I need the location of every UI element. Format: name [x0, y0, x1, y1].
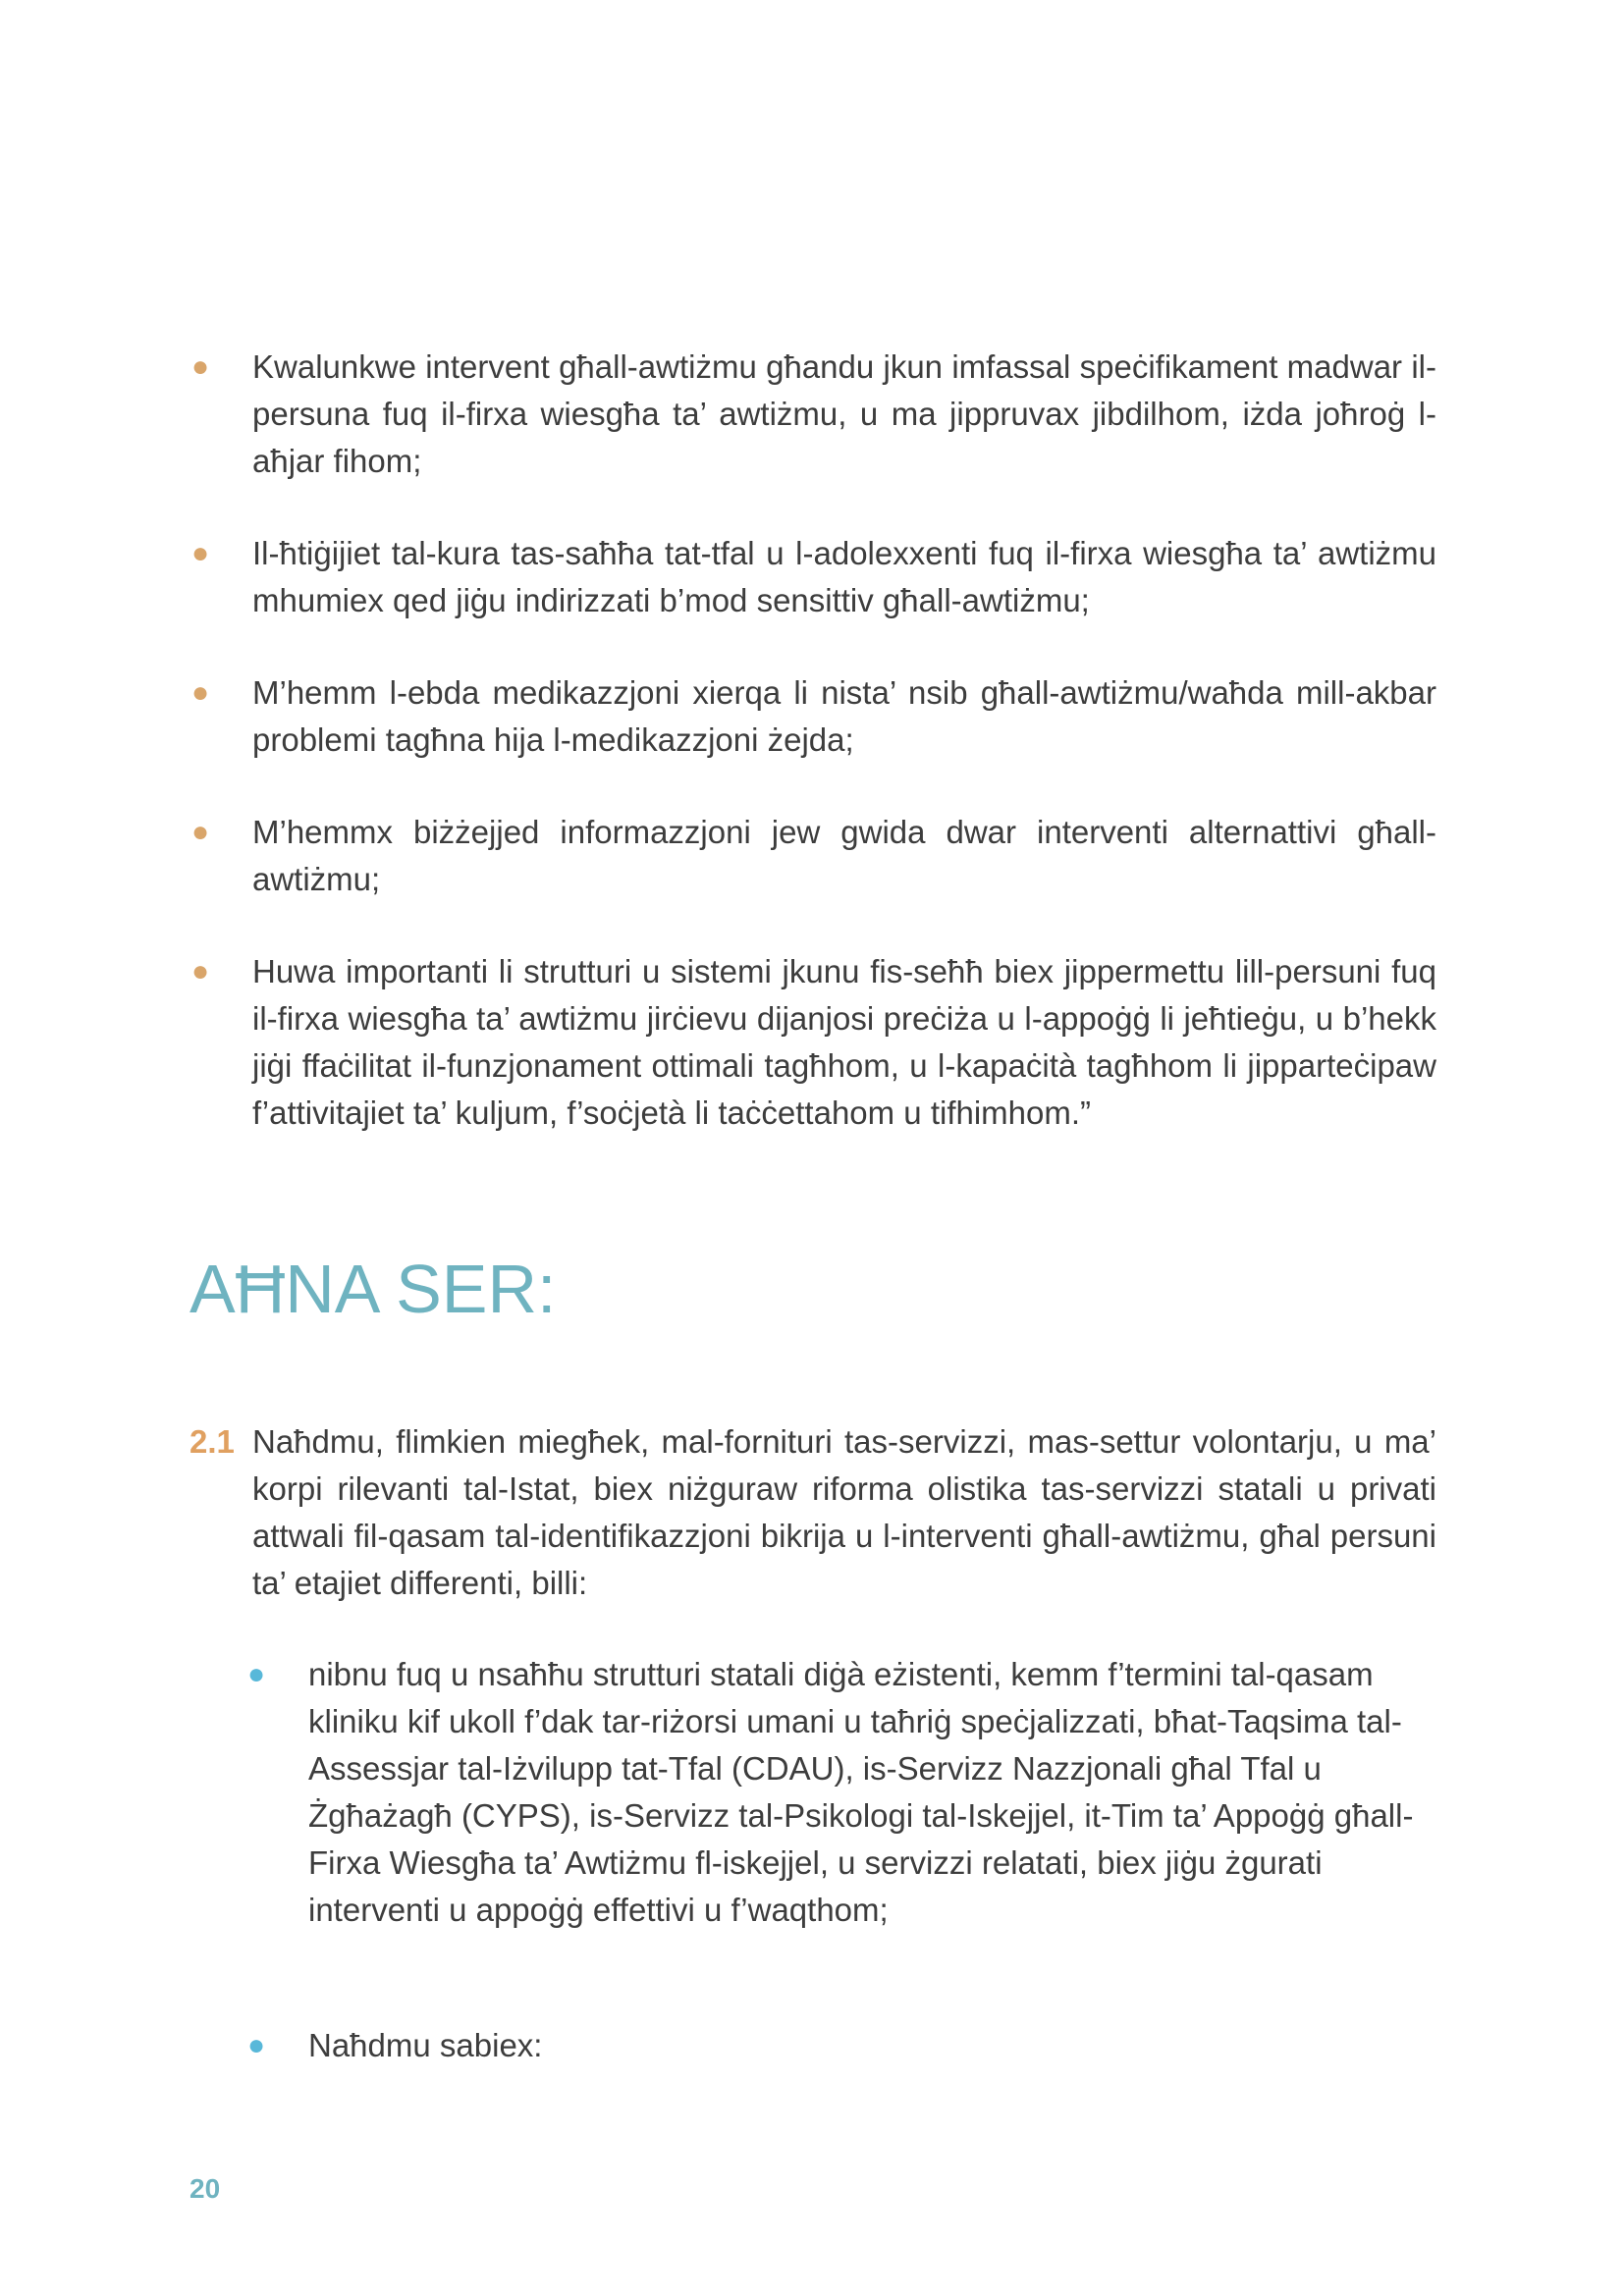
- section-heading: AĦNA SER:: [189, 1251, 557, 1327]
- list-item-text: M’hemmx biżżejjed informazzjoni jew gwida dwar interventi alternattivi għall-awtiżmu;: [252, 814, 1436, 897]
- bullet-dot-icon: ●: [191, 537, 210, 569]
- list-item-text: Il-ħtiġijiet tal-kura tas-saħħa tat-tfal u l-adolexxenti fuq il-firxa wiesgħa ta’ awtiżmu mhumiex qed jiġu indirizzati b’mod sensittiv għall-awtiżmu;: [252, 535, 1436, 618]
- list-item: [189, 344, 1436, 485]
- page-number: 20: [189, 2173, 221, 2204]
- list-item: [189, 809, 1436, 903]
- list-item: [245, 1651, 1436, 1934]
- bullet-dot-icon: ●: [247, 2029, 266, 2061]
- bullet-dot-icon: ●: [191, 816, 210, 848]
- list-item-text: nibnu fuq u nsaħħu strutturi statali diġà eżistenti, kemm f’termini tal-qasam kliniku kif ukoll f’dak tar-riżorsi umani u taħriġ speċjalizzati, bħat-Taqsima tal-Assessjar tal-Iżvilupp tat-Tfal (CDAU), is-Servizz Nazzjonali għal Tfal u Żgħażagħ (CYPS), is-Servizz tal-Psikologi tal-Iskejjel, it-Tim ta’ Appoġġ għall-Firxa Wiesgħa ta’ Awtiżmu fl-iskejjel, u servizzi relatati, biex jiġu żgurati interventi u appoġġ effettivi u f’waqthom;: [308, 1656, 1414, 1928]
- list-item: [245, 2022, 1436, 2069]
- list-item: [189, 530, 1436, 624]
- list-item: [189, 669, 1436, 764]
- bullet-dot-icon: ●: [191, 676, 210, 709]
- bullet-dot-icon: ●: [191, 955, 210, 988]
- numbered-paragraph: [189, 1418, 1436, 1607]
- list-item-text: M’hemm l-ebda medikazzjoni xierqa li nista’ nsib għall-awtiżmu/waħda mill-akbar problemi tagħna hija l-medikazzjoni żejda;: [252, 674, 1436, 758]
- top-bullet-list: [189, 344, 1436, 1137]
- paragraph-number: 2.1: [189, 1423, 235, 1460]
- bullet-dot-icon: ●: [247, 1658, 266, 1690]
- list-item: [189, 948, 1436, 1137]
- list-item-text: Huwa importanti li strutturi u sistemi jkunu fis-seħħ biex jippermettu lill-persuni fuq il-firxa wiesgħa ta’ awtiżmu jirċievu dijanjosi preċiża u l-appoġġ li jeħtieġu, u b’hekk jiġi ffaċilitat il-funzjonament ottimali tagħhom, u l-kapaċità tagħhom li jipparteċipaw f’attivitajiet ta’ kuljum, f’soċjetà li taċċettahom u tifhimhom.”: [252, 953, 1436, 1131]
- sub-bullet-list: [245, 1651, 1436, 2069]
- list-item-text: Kwalunkwe intervent għall-awtiżmu għandu jkun imfassal speċifikament madwar il-persuna fuq il-firxa wiesgħa ta’ awtiżmu, u ma jippruvax jibdilhom, iżda joħroġ l-aħjar fihom;: [252, 348, 1436, 479]
- list-item-text: Naħdmu sabiex:: [308, 2027, 543, 2063]
- bullet-dot-icon: ●: [191, 350, 210, 383]
- paragraph-text: Naħdmu, flimkien miegħek, mal-fornituri tas-servizzi, mas-settur volontarju, u ma’ korpi rilevanti tal-Istat, biex niżguraw riforma olistika tas-servizzi statali u privati attwali fil-qasam tal-identifikazzjoni bikrija u l-interventi għall-awtiżmu, għal persuni ta’ etajiet differenti, billi:: [252, 1423, 1436, 1601]
